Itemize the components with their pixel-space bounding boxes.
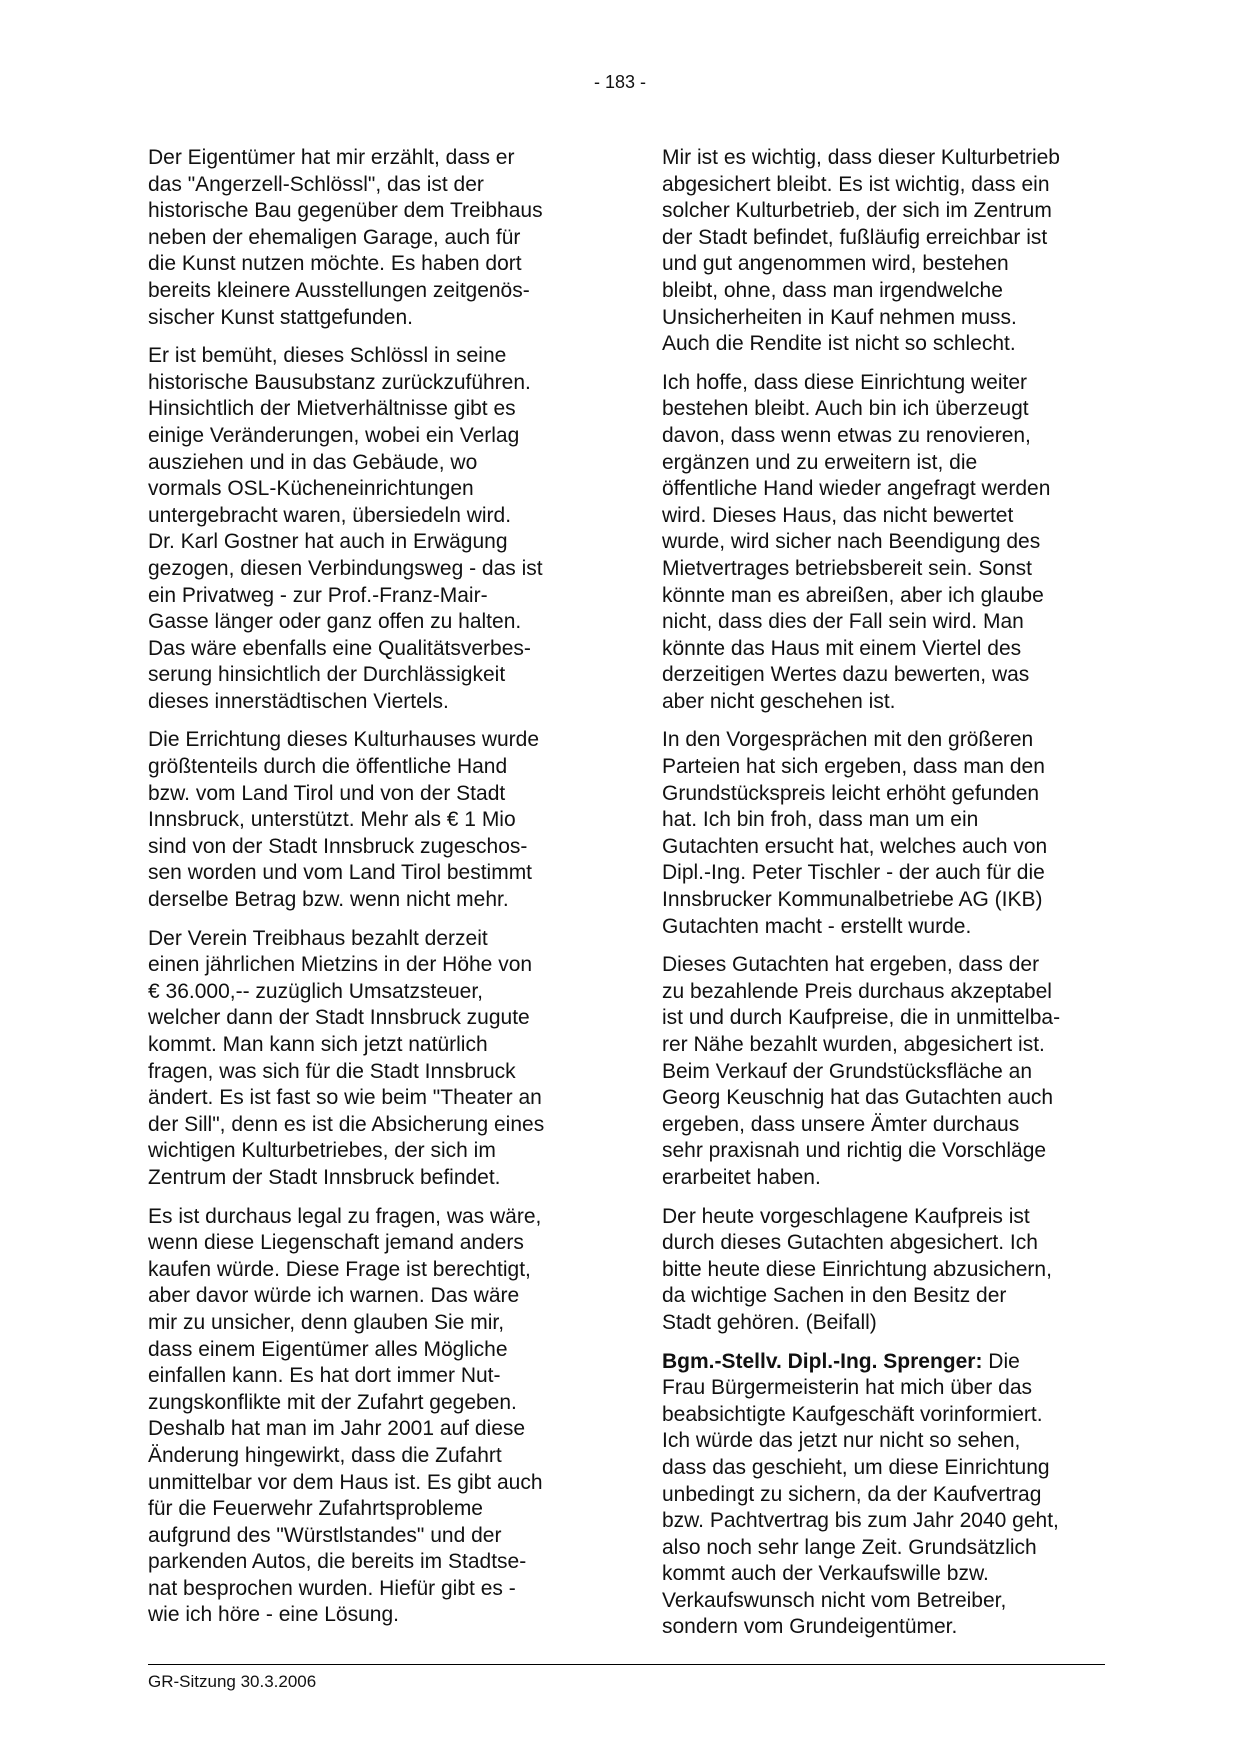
paragraph: Der Eigentümer hat mir erzählt, dass er das "Angerzell-Schlössl", das ist der historische Bau gegenüber dem Treibhaus neben der ehemaligen Garage, auch für die Kunst nutzen möchte. Es haben dort bereits kleinere Ausstellungen zeitgenös- sischer Kunst stattgefunden.	[148, 146, 543, 329]
page-number: - 183 -	[593, 72, 647, 92]
speaker-text: Die Frau Bürgermeisterin hat mich über das beabsichtigte Kaufgeschäft vorinformiert. Ich würde das jetzt nur nicht so sehen, dass das geschieht, um diese Einrichtung unbedingt zu sichern, da der Kaufvertrag bzw. Pachtvertrag bis zum Jahr 2040 geht, also noch sehr lange Zeit. Grundsätzlich kommt auch der Verkaufswille bzw. Verkaufswunsch nicht vom Betreiber, sondern vom Grundeigentümer.	[662, 1349, 1059, 1639]
footer-divider	[148, 1664, 1105, 1665]
paragraph: Es ist durchaus legal zu fragen, was wäre, wenn diese Liegenschaft jemand anders kaufen würde. Diese Frage ist berechtigt, aber davor würde ich warnen. Das wäre mir zu unsicher, denn glauben Sie mir, dass einem Eigentümer alles Mögliche einfallen kann. Es hat dort immer Nut- zungskonflikte mit der Zufahrt gegeben. Deshalb hat man im Jahr 2001 auf diese Änderung hingewirkt, dass die Zufahrt unmittelbar vor dem Haus ist. Es gibt auch für die Feuerwehr Zufahrtsprobleme aufgrund des "Würstlstandes" und der parkenden Autos, die bereits im Stadtse- nat besprochen wurden. Hiefür gibt es - wie ich höre - eine Lösung.	[148, 1204, 543, 1627]
speaker-name: Bgm.-Stellv. Dipl.-Ing. Sprenger:	[662, 1349, 983, 1373]
right-column	[662, 145, 1107, 1653]
left-column	[148, 145, 593, 1641]
footer-session-date: GR-Sitzung 30.3.2006	[148, 1672, 317, 1691]
paragraph: Er ist bemüht, dieses Schlössl in seine historische Bausubstanz zurückzuführen. Hinsichtlich der Mietverhältnisse gibt es einige Veränderungen, wobei ein Verlag ausziehen und in das Gebäude, wo vormals OSL-Kücheneinrichtungen untergebracht waren, übersiedeln wird. Dr. Karl Gostner hat auch in Erwägung gezogen, diesen Verbindungsweg - das ist ein Privatweg - zur Prof.-Franz-Mair- Gasse länger oder ganz offen zu halten. Das wäre ebenfalls eine Qualitätsverbes- serung hinsichtlich der Durchlässigkeit dieses innerstädtischen Viertels.	[148, 344, 543, 713]
speaker-paragraph	[662, 1349, 1107, 1642]
paragraph: Dieses Gutachten hat ergeben, dass der zu bezahlende Preis durchaus akzeptabel ist und durch Kaufpreise, die in unmittelba- rer Nähe bezahlt wurden, abgesichert ist. Beim Verkauf der Grundstücksfläche an Georg Keuschnig hat das Gutachten auch ergeben, dass unsere Ämter durchaus sehr praxisnah und richtig die Vorschläge erarbeitet haben.	[662, 953, 1061, 1189]
paragraph: In den Vorgesprächen mit den größeren Parteien hat sich ergeben, dass man den Grundstückspreis leicht erhöht gefunden hat. Ich bin froh, dass man um ein Gutachten ersucht hat, welches auch von Dipl.-Ing. Peter Tischler - der auch für die Innsbrucker Kommunalbetriebe AG (IKB) Gutachten macht - erstellt wurde.	[662, 728, 1048, 938]
paragraph: Die Errichtung dieses Kulturhauses wurde größtenteils durch die öffentliche Hand bzw. vom Land Tirol und von der Stadt Innsbruck, unterstützt. Mehr als € 1 Mio sind von der Stadt Innsbruck zugeschos- sen worden und vom Land Tirol bestimmt derselbe Betrag bzw. wenn nicht mehr.	[148, 728, 540, 912]
paragraph: Der heute vorgeschlagene Kaufpreis ist durch dieses Gutachten abgesichert. Ich bitte heute diese Einrichtung abzusichern, da wichtige Sachen in den Besitz der Stadt gehören. (Beifall)	[662, 1204, 1052, 1334]
paragraph: Der Verein Treibhaus bezahlt derzeit einen jährlichen Mietzins in der Höhe von € 36.000,-- zuzüglich Umsatzsteuer, welcher dann der Stadt Innsbruck zugute kommt. Man kann sich jetzt natürlich fragen, was sich für die Stadt Innsbruck ändert. Es ist fast so wie beim "Theater an der Sill", denn es ist die Absicherung eines wichtigen Kulturbetriebes, der sich im Zentrum der Stadt Innsbruck befindet.	[148, 926, 545, 1189]
paragraph: Ich hoffe, dass diese Einrichtung weiter bestehen bleibt. Auch bin ich überzeugt davon, dass wenn etwas zu renovieren, ergänzen und zu erweitern ist, die öffentliche Hand wieder angefragt werden wird. Dieses Haus, das nicht bewertet wurde, wird sicher nach Beendigung des Mietvertrages betriebsbereit sein. Sonst könnte man es abreißen, aber ich glaube nicht, dass dies der Fall sein wird. Man könnte das Haus mit einem Viertel des derzeitigen Wertes dazu bewerten, was aber nicht geschehen ist.	[662, 370, 1051, 713]
paragraph: Mir ist es wichtig, dass dieser Kulturbetrieb abgesichert bleibt. Es ist wichtig, dass ein solcher Kulturbetrieb, der sich im Zentrum der Stadt befindet, fußläufig erreichbar ist und gut angenommen wird, bestehen bleibt, ohne, dass man irgendwelche Unsicherheiten in Kauf nehmen muss. Auch die Rendite ist nicht so schlecht.	[662, 146, 1060, 356]
